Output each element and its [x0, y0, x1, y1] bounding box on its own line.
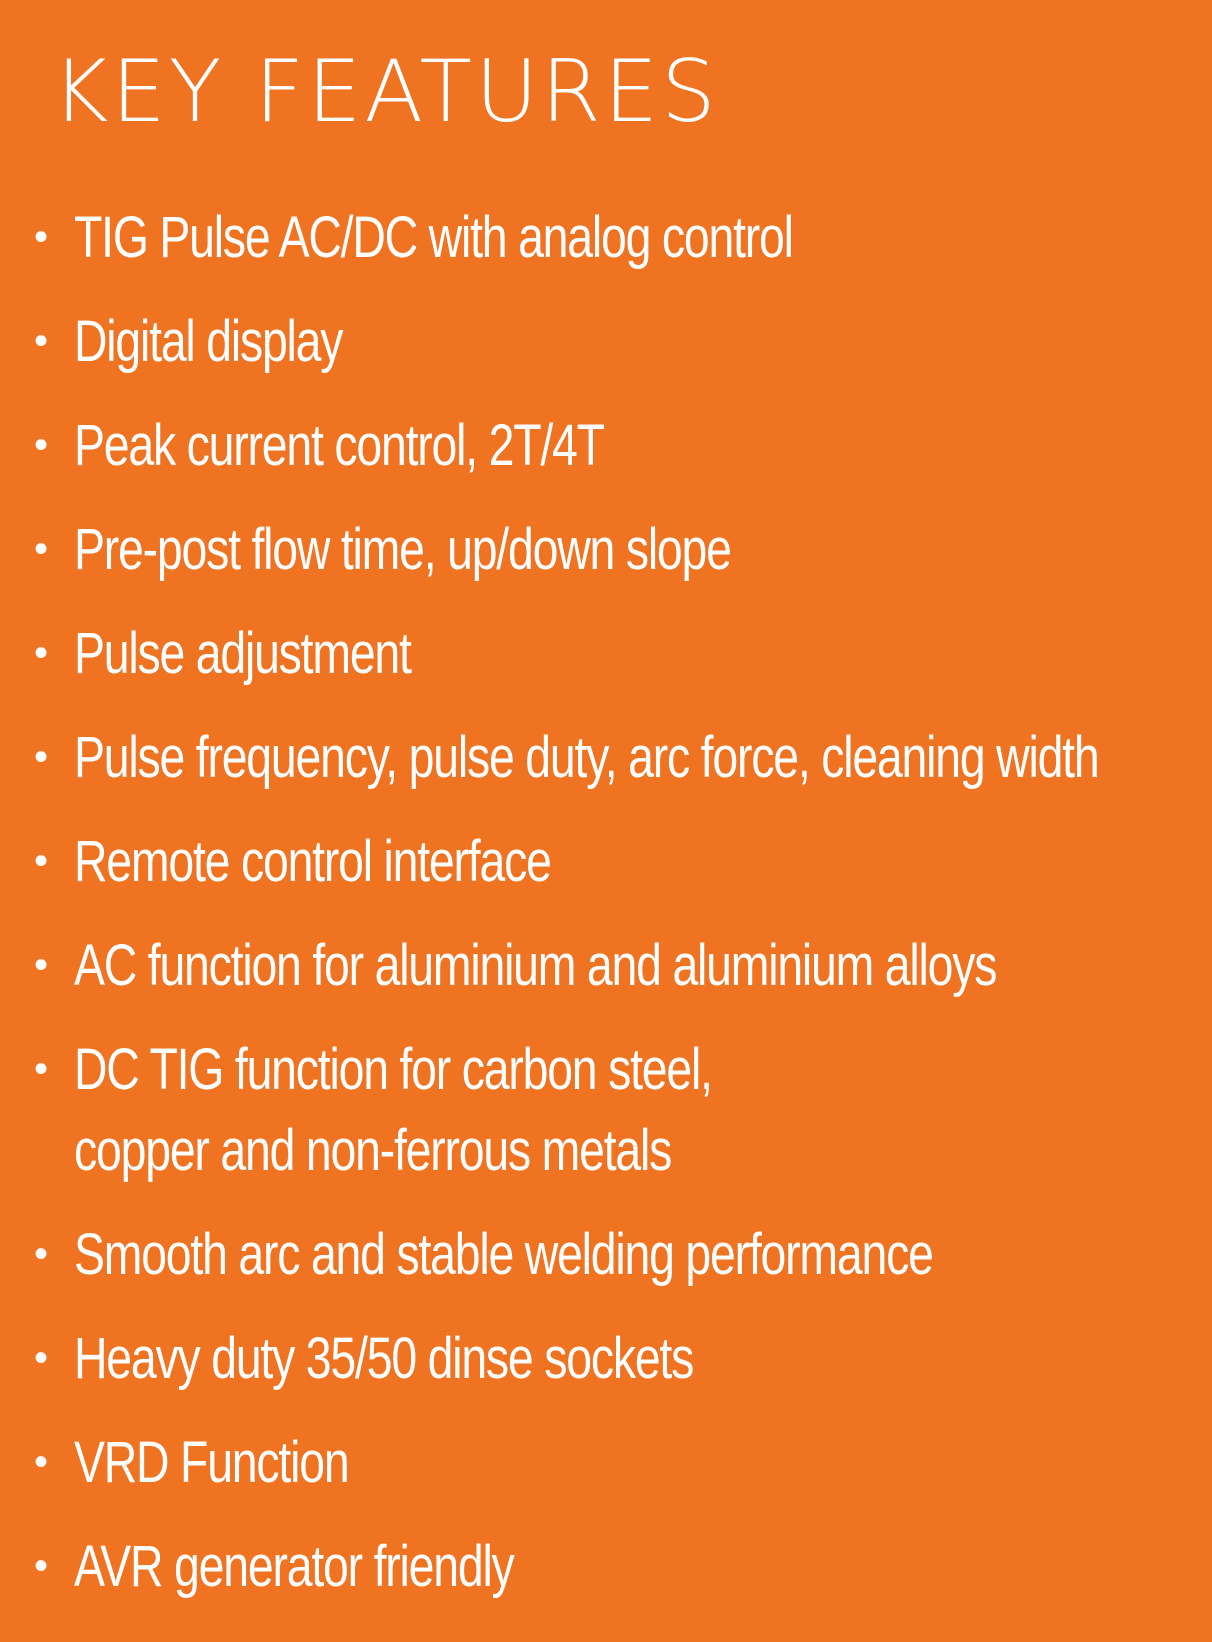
feature-item: [34, 1214, 1204, 1318]
feature-text: Pulse adjustment: [74, 621, 411, 686]
feature-text: Peak current control, 2T/4T: [74, 413, 604, 478]
bullet-icon: •: [34, 631, 49, 675]
feature-text: Heavy duty 35/50 dinse sockets: [74, 1326, 694, 1391]
bullet-icon: •: [34, 423, 49, 467]
feature-text: AVR generator friendly: [74, 1534, 514, 1599]
feature-list: [34, 197, 1204, 1630]
bullet-icon: •: [34, 943, 49, 987]
feature-item: [34, 717, 1204, 821]
feature-item: [34, 405, 1204, 509]
bullet-icon: •: [34, 839, 49, 883]
bullet-icon: •: [34, 527, 49, 571]
feature-item: [34, 1318, 1204, 1422]
feature-text: AC function for aluminium and aluminium alloys: [74, 933, 997, 998]
bullet-icon: •: [34, 1232, 49, 1276]
feature-item: [34, 821, 1204, 925]
key-features-heading: KEY FEATURES: [52, 42, 719, 142]
bullet-icon: •: [34, 1047, 49, 1091]
bullet-icon: •: [34, 215, 49, 259]
bullet-icon: •: [34, 1336, 49, 1380]
feature-text: Pulse frequency, pulse duty, arc force, cleaning width: [74, 725, 1099, 790]
feature-text: TIG Pulse AC/DC with analog control: [74, 205, 793, 270]
bullet-icon: •: [34, 735, 49, 779]
feature-item: [34, 613, 1204, 717]
feature-item: [34, 1029, 1204, 1214]
feature-item: [34, 509, 1204, 613]
feature-text: DC TIG function for carbon steel, copper and non-ferrous metals: [74, 1037, 712, 1183]
feature-item: [34, 1422, 1204, 1526]
feature-text: Pre-post flow time, up/down slope: [74, 517, 731, 582]
feature-text: Smooth arc and stable welding performance: [74, 1222, 933, 1287]
feature-item: [34, 301, 1204, 405]
bullet-icon: •: [34, 319, 49, 363]
feature-item: [34, 1526, 1204, 1630]
feature-text: VRD Function: [74, 1430, 349, 1495]
bullet-icon: •: [34, 1440, 49, 1484]
bullet-icon: •: [34, 1544, 49, 1588]
feature-item: [34, 197, 1204, 301]
feature-text: Digital display: [74, 309, 343, 374]
feature-item: [34, 925, 1204, 1029]
feature-text: Remote control interface: [74, 829, 551, 894]
